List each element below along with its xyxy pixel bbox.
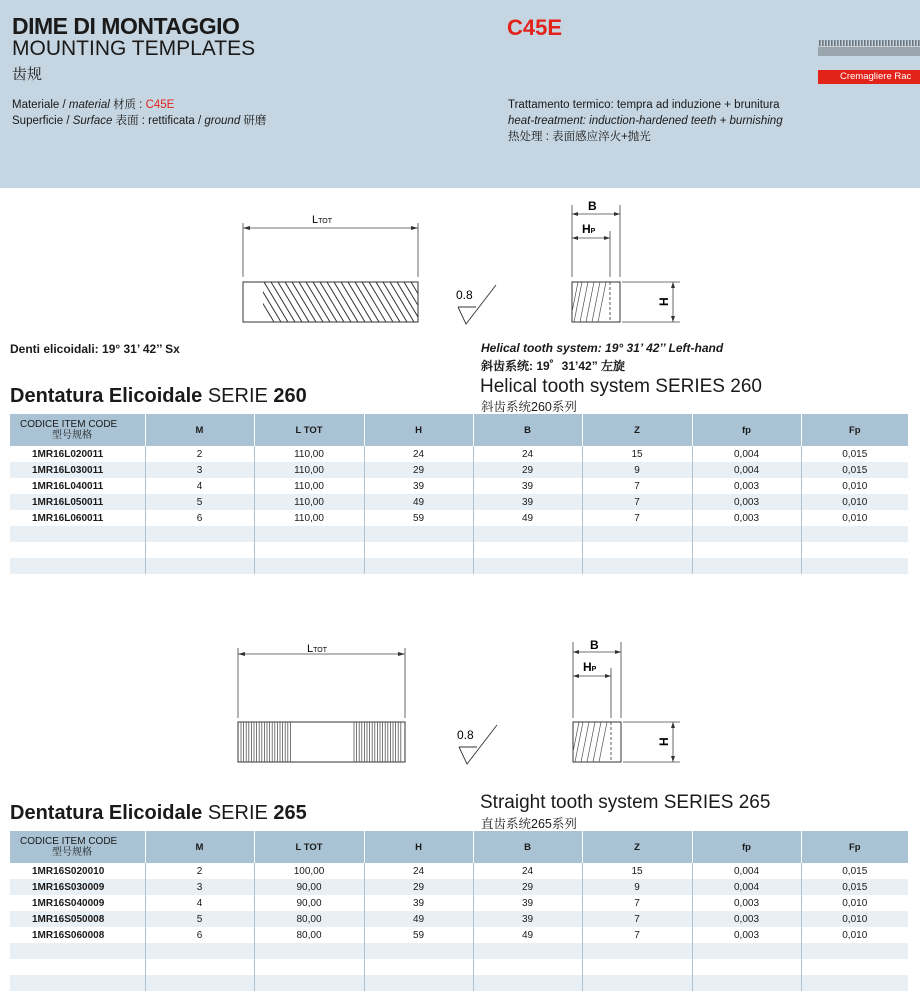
roughness-value-2: 0.8 <box>457 728 474 742</box>
cell-b: 29 <box>473 462 582 478</box>
table-row <box>10 879 908 895</box>
cell-ltot: 110,00 <box>254 462 364 478</box>
table-row <box>10 895 908 911</box>
cell-z: 7 <box>582 478 692 494</box>
table-row <box>10 959 908 975</box>
cell-fp: 0,004 <box>692 462 801 478</box>
cell-ltot: 80,00 <box>254 927 364 943</box>
cell-code: 1MR16L020011 <box>10 446 145 462</box>
cell-ltot: 110,00 <box>254 494 364 510</box>
cell-z: 7 <box>582 911 692 927</box>
cell-code: 1MR16S040009 <box>10 895 145 911</box>
cell-fp <box>692 558 801 574</box>
page-subtitle-cn: 齿规 <box>12 66 43 83</box>
cell-ltot <box>254 558 364 574</box>
cell-m <box>145 975 254 991</box>
cell-z <box>582 542 692 558</box>
cell-fp: 0,004 <box>692 446 801 462</box>
cell-b: 24 <box>473 863 582 879</box>
cell-z: 9 <box>582 879 692 895</box>
rack-category-tab[interactable]: Cremagliere Rac <box>818 70 920 84</box>
cell-Fp <box>801 959 908 975</box>
cell-h: 29 <box>364 462 473 478</box>
cell-m: 2 <box>145 863 254 879</box>
heat-treatment-it: Trattamento termico: tempra ad induzione + brunitura <box>508 99 780 111</box>
col-ltot-header: L TOT <box>254 831 364 863</box>
cell-code <box>10 558 145 574</box>
cell-Fp: 0,015 <box>801 879 908 895</box>
cell-fp: 0,003 <box>692 510 801 526</box>
cell-m: 4 <box>145 895 254 911</box>
cell-b: 29 <box>473 879 582 895</box>
cell-ltot <box>254 542 364 558</box>
cell-ltot: 90,00 <box>254 879 364 895</box>
series-265-table <box>10 831 908 991</box>
cell-code: 1MR16L060011 <box>10 510 145 526</box>
cell-b <box>473 526 582 542</box>
cell-code: 1MR16S050008 <box>10 911 145 927</box>
cell-Fp <box>801 526 908 542</box>
cell-b <box>473 959 582 975</box>
cell-code <box>10 943 145 959</box>
cell-b <box>473 943 582 959</box>
cell-m: 6 <box>145 510 254 526</box>
cell-m <box>145 526 254 542</box>
table-row <box>10 446 908 462</box>
cell-b: 39 <box>473 895 582 911</box>
helical-template-drawing <box>230 195 690 335</box>
cell-b: 24 <box>473 446 582 462</box>
cell-b <box>473 975 582 991</box>
cell-z: 7 <box>582 510 692 526</box>
cell-code: 1MR16S030009 <box>10 879 145 895</box>
cell-m <box>145 943 254 959</box>
cell-ltot: 110,00 <box>254 446 364 462</box>
cell-ltot <box>254 943 364 959</box>
cell-code: 1MR16S060008 <box>10 927 145 943</box>
section-260-title: Dentatura Elicoidale SERIE 260 <box>10 385 307 407</box>
cell-m <box>145 542 254 558</box>
cell-ltot <box>254 959 364 975</box>
hp-label: HP <box>582 222 596 236</box>
material-grade-heading: C45E <box>507 15 563 40</box>
table-row <box>10 943 908 959</box>
cell-h: 24 <box>364 446 473 462</box>
cell-Fp: 0,015 <box>842 448 868 460</box>
cell-ltot: 110,00 <box>254 510 364 526</box>
cell-code: 1MR16L040011 <box>10 478 145 494</box>
cell-Fp: 0,010 <box>842 480 868 492</box>
page-title: DIME DI MONTAGGIO <box>12 13 240 39</box>
cell-b <box>473 558 582 574</box>
cell-h <box>364 558 473 574</box>
cell-m <box>145 959 254 975</box>
col-code-header: CODICE ITEM CODE 型号规格 <box>10 831 145 863</box>
heat-treatment-cn: 热处理 : 表面感应淬火+抛光 <box>508 131 651 143</box>
cell-m: 4 <box>145 478 254 494</box>
cell-h: 59 <box>364 927 473 943</box>
h-label-2: H <box>657 737 671 746</box>
col-b-header: B <box>473 414 582 446</box>
cell-b: 49 <box>473 927 582 943</box>
cell-h: 49 <box>364 911 473 927</box>
cell-z: 15 <box>582 863 692 879</box>
cell-fp <box>692 526 801 542</box>
cell-h: 59 <box>364 510 473 526</box>
header-band <box>0 0 920 188</box>
cell-z <box>582 558 692 574</box>
cell-ltot: 100,00 <box>254 863 364 879</box>
series-260-table <box>10 414 908 574</box>
roughness-value: 0.8 <box>456 288 473 302</box>
cell-Fp: 0,010 <box>801 911 908 927</box>
cell-h: 49 <box>364 494 473 510</box>
table-row <box>10 542 908 558</box>
section-260-title-en: Helical tooth system SERIES 260 <box>480 376 762 397</box>
h-label: H <box>657 297 671 306</box>
cell-h: 24 <box>364 863 473 879</box>
cell-Fp: 0,015 <box>801 462 908 478</box>
cell-z <box>582 975 692 991</box>
cell-m: 2 <box>145 446 254 462</box>
cell-b: 39 <box>473 494 582 510</box>
col-fp-header: fp <box>692 831 801 863</box>
table-row <box>10 863 908 879</box>
cell-ltot <box>254 526 364 542</box>
cell-Fp: 0,010 <box>842 512 868 524</box>
table-row <box>10 911 908 927</box>
cell-Fp: 0,010 <box>842 897 868 909</box>
b-label-2: B <box>590 638 599 652</box>
table-header-row <box>10 414 908 446</box>
cell-code: 1MR16L030011 <box>10 462 145 478</box>
cell-fp <box>692 542 801 558</box>
cell-fp: 0,003 <box>692 911 801 927</box>
cell-h <box>364 542 473 558</box>
cell-m: 5 <box>145 911 254 927</box>
table-row <box>10 462 908 478</box>
cell-fp: 0,003 <box>692 927 801 943</box>
table-row <box>10 510 908 526</box>
cell-code <box>10 975 145 991</box>
cell-code <box>10 542 145 558</box>
cell-z: 7 <box>582 927 692 943</box>
cell-Fp <box>801 542 908 558</box>
cell-h: 39 <box>364 895 473 911</box>
cell-Fp: 0,010 <box>842 929 868 941</box>
cell-fp: 0,004 <box>692 863 801 879</box>
helical-note-it: Denti elicoidali: 19° 31’ 42’’ Sx <box>10 342 180 356</box>
cell-fp: 0,003 <box>692 895 801 911</box>
col-z-header: Z <box>582 414 692 446</box>
cell-ltot: 80,00 <box>254 911 364 927</box>
hp-label-2: HP <box>583 660 597 674</box>
table-row <box>10 526 908 542</box>
table-row <box>10 927 908 943</box>
ltot-label: LTOT <box>312 214 332 226</box>
col-h-header: H <box>364 831 473 863</box>
straight-template-drawing <box>225 638 685 778</box>
cell-z <box>582 943 692 959</box>
cell-m: 3 <box>145 462 254 478</box>
material-line: Materiale / material 材质 : C45E <box>12 99 175 111</box>
cell-h <box>364 526 473 542</box>
table-row <box>10 494 908 510</box>
cell-fp: 0,004 <box>692 879 801 895</box>
helical-note-cn: 斜齿系统: 19゜31’42” 左旋 <box>481 359 626 373</box>
cell-h: 39 <box>364 478 473 494</box>
section-265-title-cn: 直齿系统265系列 <box>481 817 577 831</box>
cell-z <box>582 526 692 542</box>
cell-fp <box>692 959 801 975</box>
table-row <box>10 558 908 574</box>
surface-line: Superficie / Surface 表面 : rettificata / ground 研磨 <box>12 115 267 127</box>
cell-b: 39 <box>473 478 582 494</box>
cell-h <box>364 943 473 959</box>
cell-h: 29 <box>364 879 473 895</box>
cell-ltot <box>254 975 364 991</box>
section-260-title-cn: 斜齿系统260系列 <box>481 400 577 414</box>
section-265-title: Dentatura Elicoidale SERIE 265 <box>10 802 307 824</box>
helical-note-en: Helical tooth system: 19° 31’ 42’’ Left-hand <box>481 341 724 355</box>
cell-fp: 0,003 <box>692 478 801 494</box>
col-z-header: Z <box>582 831 692 863</box>
cell-Fp <box>801 558 908 574</box>
cell-b: 39 <box>473 911 582 927</box>
b-label: B <box>588 199 597 213</box>
col-Fp-header: Fp <box>801 414 908 446</box>
col-b-header: B <box>473 831 582 863</box>
page-subtitle-en: MOUNTING TEMPLATES <box>12 37 256 60</box>
col-Fp-header: Fp <box>801 831 908 863</box>
cell-code: 1MR16L050011 <box>10 494 145 510</box>
material-value: C45E <box>145 99 175 111</box>
cell-h <box>364 959 473 975</box>
cell-m: 3 <box>145 879 254 895</box>
table-row <box>10 975 908 991</box>
cell-ltot: 90,00 <box>254 895 364 911</box>
col-fp-header: fp <box>692 414 801 446</box>
cell-Fp <box>801 975 908 991</box>
table-header-row <box>10 831 908 863</box>
cell-z: 7 <box>582 494 692 510</box>
cell-z: 7 <box>582 895 692 911</box>
cell-Fp <box>801 943 908 959</box>
cell-b <box>473 542 582 558</box>
rack-product-image <box>818 38 920 58</box>
cell-code: 1MR16S020010 <box>10 863 145 879</box>
col-m-header: M <box>145 831 254 863</box>
cell-fp <box>692 943 801 959</box>
section-265-title-en: Straight tooth system SERIES 265 <box>480 792 771 813</box>
col-h-header: H <box>364 414 473 446</box>
cell-fp <box>692 975 801 991</box>
cell-fp: 0,003 <box>692 494 801 510</box>
cell-z: 9 <box>582 462 692 478</box>
table-row <box>10 478 908 494</box>
col-code-header: CODICE ITEM CODE 型号规格 <box>10 414 145 446</box>
cell-h <box>364 975 473 991</box>
cell-Fp: 0,010 <box>801 494 908 510</box>
cell-z <box>582 959 692 975</box>
cell-code <box>10 526 145 542</box>
ltot-label-2: LTOT <box>307 643 327 655</box>
cell-m: 6 <box>145 927 254 943</box>
heat-treatment-en: heat-treatment: induction-hardened teeth + burnishing <box>508 115 783 127</box>
col-ltot-header: L TOT <box>254 414 364 446</box>
cell-Fp: 0,015 <box>842 865 868 877</box>
cell-z: 15 <box>582 446 692 462</box>
col-m-header: M <box>145 414 254 446</box>
cell-code <box>10 959 145 975</box>
cell-m: 5 <box>145 494 254 510</box>
cell-b: 49 <box>473 510 582 526</box>
cell-m <box>145 558 254 574</box>
cell-ltot: 110,00 <box>254 478 364 494</box>
